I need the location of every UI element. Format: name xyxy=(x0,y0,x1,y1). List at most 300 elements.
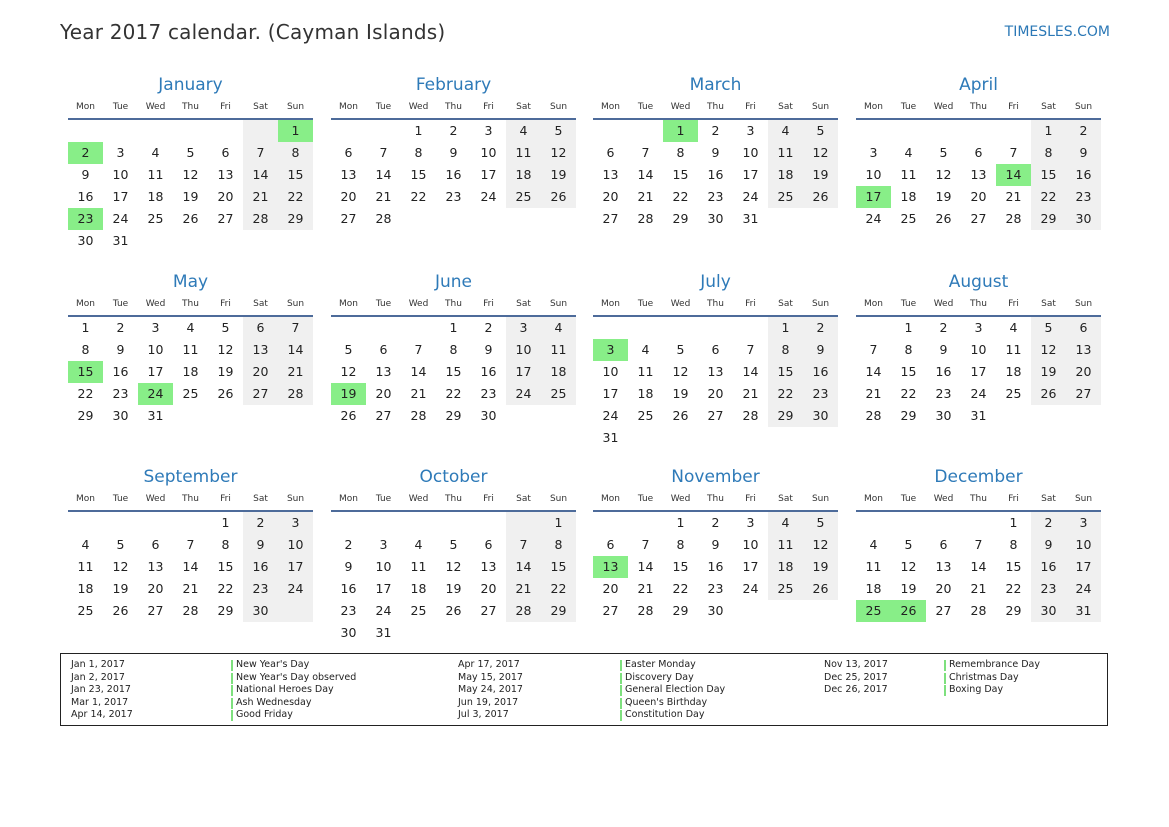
calendar-day: 23 xyxy=(480,386,497,401)
calendar-day: 8 xyxy=(676,145,685,160)
calendar-day: 22 xyxy=(287,189,304,204)
weekday-label: Sat xyxy=(778,102,793,112)
month-name: October xyxy=(419,467,488,487)
holiday-day: 25 xyxy=(856,600,891,622)
calendar-day: 16 xyxy=(707,559,724,574)
calendar-day: 21 xyxy=(637,189,654,204)
calendar-day: 20 xyxy=(935,581,952,596)
legend-holiday-name: Remembrance Day xyxy=(944,659,1040,672)
calendar-day: 26 xyxy=(340,408,357,423)
calendar-day: 9 xyxy=(1079,145,1088,160)
calendar-day: 5 xyxy=(221,320,230,335)
calendar-day: 15 xyxy=(672,167,689,182)
calendar-day: 18 xyxy=(515,167,532,182)
calendar-day: 18 xyxy=(410,581,427,596)
calendar-day: 29 xyxy=(445,408,462,423)
weekday-label: Sat xyxy=(516,102,531,112)
calendar-day: 29 xyxy=(672,603,689,618)
calendar-day: 1 xyxy=(221,515,230,530)
calendar-day: 16 xyxy=(340,581,357,596)
legend-date: Jan 23, 2017 xyxy=(71,684,131,696)
holiday-day: 13 xyxy=(593,556,628,578)
calendar-day: 21 xyxy=(375,189,392,204)
calendar-day: 30 xyxy=(707,211,724,226)
weekday-label: Sat xyxy=(1041,102,1056,112)
calendar-day: 11 xyxy=(777,537,794,552)
weekday-label: Sun xyxy=(286,102,305,112)
calendar-day: 30 xyxy=(812,408,829,423)
calendar-day: 9 xyxy=(256,537,265,552)
calendar-day: 27 xyxy=(147,603,164,618)
calendar-day: 5 xyxy=(344,342,353,357)
calendar-day: 8 xyxy=(81,342,90,357)
calendar-day: 28 xyxy=(252,211,269,226)
weekday-label: Mon xyxy=(339,102,358,112)
weekday-label: Wed xyxy=(670,102,691,112)
calendar-day: 27 xyxy=(217,211,234,226)
calendar-day: 11 xyxy=(1005,342,1022,357)
calendar-day: 26 xyxy=(672,408,689,423)
calendar-day: 24 xyxy=(515,386,532,401)
calendar-day: 17 xyxy=(375,581,392,596)
weekday-label: Sun xyxy=(286,494,305,504)
calendar-day: 9 xyxy=(116,342,125,357)
calendar-day: 26 xyxy=(935,211,952,226)
legend-date: Nov 13, 2017 xyxy=(824,659,888,670)
calendar-day: 28 xyxy=(637,211,654,226)
calendar-day: 27 xyxy=(252,386,269,401)
calendar-day: 11 xyxy=(637,364,654,379)
calendar-day: 16 xyxy=(707,167,724,182)
calendar-day: 10 xyxy=(602,364,619,379)
weekday-label: Wed xyxy=(933,102,954,112)
calendar-day: 14 xyxy=(410,364,427,379)
holiday-day: 1 xyxy=(278,120,313,142)
weekday-label: Sun xyxy=(286,299,305,309)
calendar-day: 1 xyxy=(414,123,423,138)
calendar-day: 18 xyxy=(147,189,164,204)
calendar-day: 15 xyxy=(777,364,794,379)
weekday-label: Mon xyxy=(76,299,95,309)
calendar-day: 22 xyxy=(550,581,567,596)
calendar-day: 3 xyxy=(291,515,300,530)
weekday-label: Tue xyxy=(375,299,392,309)
calendar-day: 12 xyxy=(217,342,234,357)
calendar-day: 12 xyxy=(550,145,567,160)
calendar-day: 4 xyxy=(781,123,790,138)
calendar-day: 21 xyxy=(1005,189,1022,204)
calendar-day: 2 xyxy=(711,515,720,530)
calendar-day: 19 xyxy=(112,581,129,596)
weekday-label: Tue xyxy=(112,299,129,309)
legend-date: Apr 17, 2017 xyxy=(458,659,520,670)
legend-date: May 15, 2017 xyxy=(458,671,523,683)
site-link[interactable]: TIMESLES.COM xyxy=(1004,24,1110,40)
calendar-day: 19 xyxy=(550,167,567,182)
calendar-day: 11 xyxy=(550,342,567,357)
calendar-day: 26 xyxy=(1040,386,1057,401)
calendar-day: 16 xyxy=(812,364,829,379)
calendar-day: 13 xyxy=(252,342,269,357)
weekday-label: Fri xyxy=(1008,299,1019,309)
legend-holiday-name: General Election Day xyxy=(620,684,725,697)
calendar-day: 20 xyxy=(1075,364,1092,379)
calendar-day: 3 xyxy=(519,320,528,335)
calendar-day: 21 xyxy=(410,386,427,401)
calendar-day: 24 xyxy=(865,211,882,226)
weekday-label: Sun xyxy=(549,494,568,504)
calendar-day: 27 xyxy=(935,603,952,618)
calendar-day: 5 xyxy=(816,123,825,138)
calendar-day: 10 xyxy=(1075,537,1092,552)
weekday-label: Sat xyxy=(1041,494,1056,504)
calendar-day: 24 xyxy=(287,581,304,596)
calendar-day: 11 xyxy=(865,559,882,574)
calendar-day: 6 xyxy=(221,145,230,160)
calendar-day: 22 xyxy=(900,386,917,401)
calendar-day: 29 xyxy=(900,408,917,423)
calendar-day: 7 xyxy=(291,320,300,335)
weekday-label: Mon xyxy=(76,494,95,504)
legend-date: Jan 1, 2017 xyxy=(71,659,125,670)
legend-holiday-name: New Year's Day observed xyxy=(231,672,356,685)
calendar-day: 27 xyxy=(602,211,619,226)
calendar-day: 23 xyxy=(252,581,269,596)
calendar-day: 18 xyxy=(900,189,917,204)
calendar-day: 13 xyxy=(375,364,392,379)
legend-holiday-name: National Heroes Day xyxy=(231,684,334,697)
calendar-day: 25 xyxy=(777,189,794,204)
legend-holiday-name: Christmas Day xyxy=(944,672,1019,685)
calendar-day: 11 xyxy=(777,145,794,160)
calendar-day: 5 xyxy=(116,537,125,552)
calendar-day: 17 xyxy=(970,364,987,379)
calendar-day: 15 xyxy=(1040,167,1057,182)
calendar-day: 8 xyxy=(1009,537,1018,552)
weekday-label: Fri xyxy=(745,494,756,504)
calendar-day: 10 xyxy=(515,342,532,357)
calendar-day: 30 xyxy=(112,408,129,423)
weekday-label: Mon xyxy=(601,299,620,309)
weekday-label: Fri xyxy=(745,102,756,112)
calendar-day: 7 xyxy=(746,342,755,357)
calendar-day: 3 xyxy=(869,145,878,160)
calendar-day: 26 xyxy=(812,581,829,596)
calendar-day: 31 xyxy=(742,211,759,226)
weekday-label: Thu xyxy=(970,494,987,504)
calendar-day: 14 xyxy=(287,342,304,357)
calendar-day: 15 xyxy=(445,364,462,379)
calendar-day: 24 xyxy=(970,386,987,401)
calendar-day: 6 xyxy=(151,537,160,552)
calendar-day: 18 xyxy=(77,581,94,596)
calendar-day: 5 xyxy=(1044,320,1053,335)
calendar-day: 4 xyxy=(186,320,195,335)
calendar-day: 22 xyxy=(445,386,462,401)
calendar-day: 4 xyxy=(519,123,528,138)
calendar-day: 3 xyxy=(151,320,160,335)
calendar-day: 31 xyxy=(602,430,619,445)
month-name: March xyxy=(689,75,742,95)
calendar-day: 7 xyxy=(641,537,650,552)
weekday-label: Sat xyxy=(778,299,793,309)
calendar-day: 13 xyxy=(970,167,987,182)
calendar-day: 18 xyxy=(777,559,794,574)
weekday-label: Fri xyxy=(483,494,494,504)
calendar-day: 29 xyxy=(1005,603,1022,618)
calendar-day: 17 xyxy=(147,364,164,379)
calendar-day: 19 xyxy=(935,189,952,204)
calendar-day: 15 xyxy=(550,559,567,574)
calendar-day: 13 xyxy=(480,559,497,574)
month-name: August xyxy=(948,272,1009,292)
calendar-day: 3 xyxy=(746,123,755,138)
calendar-day: 10 xyxy=(112,167,129,182)
calendar-day: 5 xyxy=(676,342,685,357)
weekday-label: Thu xyxy=(707,102,724,112)
calendar-day: 12 xyxy=(182,167,199,182)
calendar-day: 14 xyxy=(865,364,882,379)
calendar-day: 6 xyxy=(344,145,353,160)
calendar-day: 14 xyxy=(970,559,987,574)
calendar-day: 20 xyxy=(480,581,497,596)
holiday-day: 15 xyxy=(68,361,103,383)
calendar-day: 20 xyxy=(602,189,619,204)
calendar-day: 19 xyxy=(900,581,917,596)
calendar-day: 9 xyxy=(939,342,948,357)
calendar-day: 1 xyxy=(676,515,685,530)
calendar-day: 19 xyxy=(672,386,689,401)
weekday-label: Sun xyxy=(811,102,830,112)
calendar-day: 21 xyxy=(287,364,304,379)
weekday-label: Mon xyxy=(76,102,95,112)
calendar-day: 25 xyxy=(182,386,199,401)
calendar-day: 7 xyxy=(414,342,423,357)
calendar-day: 2 xyxy=(1079,123,1088,138)
legend-date: Dec 25, 2017 xyxy=(824,671,888,683)
calendar-day: 13 xyxy=(602,167,619,182)
calendar-day: 6 xyxy=(379,342,388,357)
calendar-day: 20 xyxy=(970,189,987,204)
calendar-day: 19 xyxy=(217,364,234,379)
holiday-day: 17 xyxy=(856,186,891,208)
calendar-day: 19 xyxy=(812,559,829,574)
weekday-label: Fri xyxy=(1008,494,1019,504)
calendar-day: 31 xyxy=(112,233,129,248)
calendar-day: 6 xyxy=(606,145,615,160)
calendar-day: 21 xyxy=(182,581,199,596)
calendar-day: 16 xyxy=(1040,559,1057,574)
weekday-label: Fri xyxy=(220,102,231,112)
calendar-day: 6 xyxy=(1079,320,1088,335)
weekday-label: Sun xyxy=(811,494,830,504)
calendar-day: 2 xyxy=(939,320,948,335)
calendar-day: 18 xyxy=(637,386,654,401)
calendar-day: 18 xyxy=(550,364,567,379)
calendar-day: 4 xyxy=(81,537,90,552)
weekday-label: Wed xyxy=(670,299,691,309)
calendar-day: 4 xyxy=(904,145,913,160)
calendar-day: 17 xyxy=(515,364,532,379)
holiday-day: 26 xyxy=(891,600,926,622)
legend-holiday-name: Queen's Birthday xyxy=(620,697,707,710)
calendar-day: 2 xyxy=(449,123,458,138)
calendar-day: 13 xyxy=(147,559,164,574)
calendar-day: 25 xyxy=(410,603,427,618)
calendar-day: 1 xyxy=(1044,123,1053,138)
calendar-day: 12 xyxy=(935,167,952,182)
weekday-label: Tue xyxy=(900,494,917,504)
calendar-day: 10 xyxy=(970,342,987,357)
calendar-day: 11 xyxy=(77,559,94,574)
calendar-day: 23 xyxy=(935,386,952,401)
holiday-day: 1 xyxy=(663,120,698,142)
weekday-label: Thu xyxy=(707,494,724,504)
calendar-day: 16 xyxy=(112,364,129,379)
calendar-day: 22 xyxy=(1040,189,1057,204)
calendar-day: 12 xyxy=(340,364,357,379)
weekday-label: Wed xyxy=(408,102,429,112)
calendar-day: 6 xyxy=(939,537,948,552)
calendar-day: 25 xyxy=(777,581,794,596)
calendar-day: 12 xyxy=(812,145,829,160)
calendar-day: 28 xyxy=(970,603,987,618)
weekday-label: Wed xyxy=(933,494,954,504)
calendar-day: 24 xyxy=(742,189,759,204)
calendar-day: 18 xyxy=(777,167,794,182)
calendar-day: 16 xyxy=(480,364,497,379)
month-name: September xyxy=(143,467,238,487)
calendar-day: 9 xyxy=(711,145,720,160)
calendar-day: 24 xyxy=(602,408,619,423)
calendar-day: 2 xyxy=(1044,515,1053,530)
calendar-day: 19 xyxy=(1040,364,1057,379)
calendar-day: 2 xyxy=(256,515,265,530)
calendar-day: 7 xyxy=(186,537,195,552)
calendar-day: 13 xyxy=(707,364,724,379)
page-title: Year 2017 calendar. (Cayman Islands) xyxy=(60,20,446,44)
calendar-day: 1 xyxy=(81,320,90,335)
weekday-label: Mon xyxy=(339,299,358,309)
calendar-day: 21 xyxy=(637,581,654,596)
calendar-day: 28 xyxy=(742,408,759,423)
calendar-day: 22 xyxy=(672,189,689,204)
calendar-day: 26 xyxy=(217,386,234,401)
calendar-day: 28 xyxy=(410,408,427,423)
legend-holiday-name: New Year's Day xyxy=(231,659,309,672)
calendar-day: 16 xyxy=(445,167,462,182)
calendar-day: 6 xyxy=(256,320,265,335)
calendar-day: 8 xyxy=(291,145,300,160)
calendar-day: 20 xyxy=(375,386,392,401)
calendar-day: 6 xyxy=(484,537,493,552)
weekday-label: Wed xyxy=(145,494,166,504)
calendar-day: 9 xyxy=(711,537,720,552)
holiday-legend xyxy=(60,653,1108,726)
weekday-label: Fri xyxy=(220,494,231,504)
calendar-day: 3 xyxy=(1079,515,1088,530)
calendar-day: 26 xyxy=(182,211,199,226)
calendar-day: 22 xyxy=(410,189,427,204)
calendar-day: 4 xyxy=(1009,320,1018,335)
weekday-label: Thu xyxy=(970,102,987,112)
calendar-day: 27 xyxy=(480,603,497,618)
calendar-day: 30 xyxy=(252,603,269,618)
weekday-label: Wed xyxy=(670,494,691,504)
calendar-day: 3 xyxy=(379,537,388,552)
calendar-day: 1 xyxy=(449,320,458,335)
month-name: December xyxy=(934,467,1023,487)
weekday-label: Mon xyxy=(864,102,883,112)
calendar-day: 24 xyxy=(480,189,497,204)
calendar-day: 12 xyxy=(112,559,129,574)
calendar-day: 29 xyxy=(777,408,794,423)
calendar-day: 27 xyxy=(1075,386,1092,401)
calendar-day: 23 xyxy=(707,581,724,596)
calendar-day: 9 xyxy=(484,342,493,357)
weekday-label: Sat xyxy=(253,299,268,309)
calendar-day: 16 xyxy=(252,559,269,574)
calendar-day: 17 xyxy=(602,386,619,401)
calendar-day: 3 xyxy=(484,123,493,138)
calendar-day: 23 xyxy=(445,189,462,204)
weekday-label: Tue xyxy=(637,299,654,309)
weekday-label: Thu xyxy=(182,102,199,112)
calendar-day: 18 xyxy=(1005,364,1022,379)
calendar-day: 26 xyxy=(445,603,462,618)
calendar-day: 2 xyxy=(116,320,125,335)
calendar-day: 23 xyxy=(1075,189,1092,204)
weekday-label: Tue xyxy=(900,102,917,112)
calendar-day: 23 xyxy=(340,603,357,618)
calendar-day: 20 xyxy=(147,581,164,596)
calendar-day: 24 xyxy=(375,603,392,618)
calendar-day: 24 xyxy=(112,211,129,226)
weekday-label: Mon xyxy=(601,102,620,112)
weekday-label: Thu xyxy=(182,299,199,309)
weekday-label: Mon xyxy=(864,494,883,504)
month-name: January xyxy=(158,75,223,95)
legend-date: Jan 2, 2017 xyxy=(71,671,125,683)
calendar-day: 12 xyxy=(900,559,917,574)
calendar-day: 15 xyxy=(672,559,689,574)
calendar-day: 25 xyxy=(77,603,94,618)
calendar-day: 7 xyxy=(974,537,983,552)
calendar-day: 17 xyxy=(742,559,759,574)
month-name: November xyxy=(671,467,760,487)
holiday-day: 2 xyxy=(68,142,103,164)
weekday-label: Thu xyxy=(182,494,199,504)
calendar-day: 7 xyxy=(641,145,650,160)
calendar-day: 4 xyxy=(414,537,423,552)
calendar-day: 10 xyxy=(147,342,164,357)
month-name: April xyxy=(959,75,998,95)
calendar-day: 16 xyxy=(935,364,952,379)
calendar-day: 5 xyxy=(554,123,563,138)
calendar-day: 22 xyxy=(217,581,234,596)
calendar-day: 6 xyxy=(606,537,615,552)
calendar-day: 26 xyxy=(550,189,567,204)
calendar-day: 21 xyxy=(252,189,269,204)
weekday-label: Tue xyxy=(637,102,654,112)
calendar-day: 20 xyxy=(707,386,724,401)
calendar-day: 28 xyxy=(182,603,199,618)
calendar-day: 22 xyxy=(777,386,794,401)
calendar-day: 7 xyxy=(869,342,878,357)
calendar-day: 11 xyxy=(900,167,917,182)
calendar-day: 30 xyxy=(77,233,94,248)
calendar-day: 21 xyxy=(515,581,532,596)
